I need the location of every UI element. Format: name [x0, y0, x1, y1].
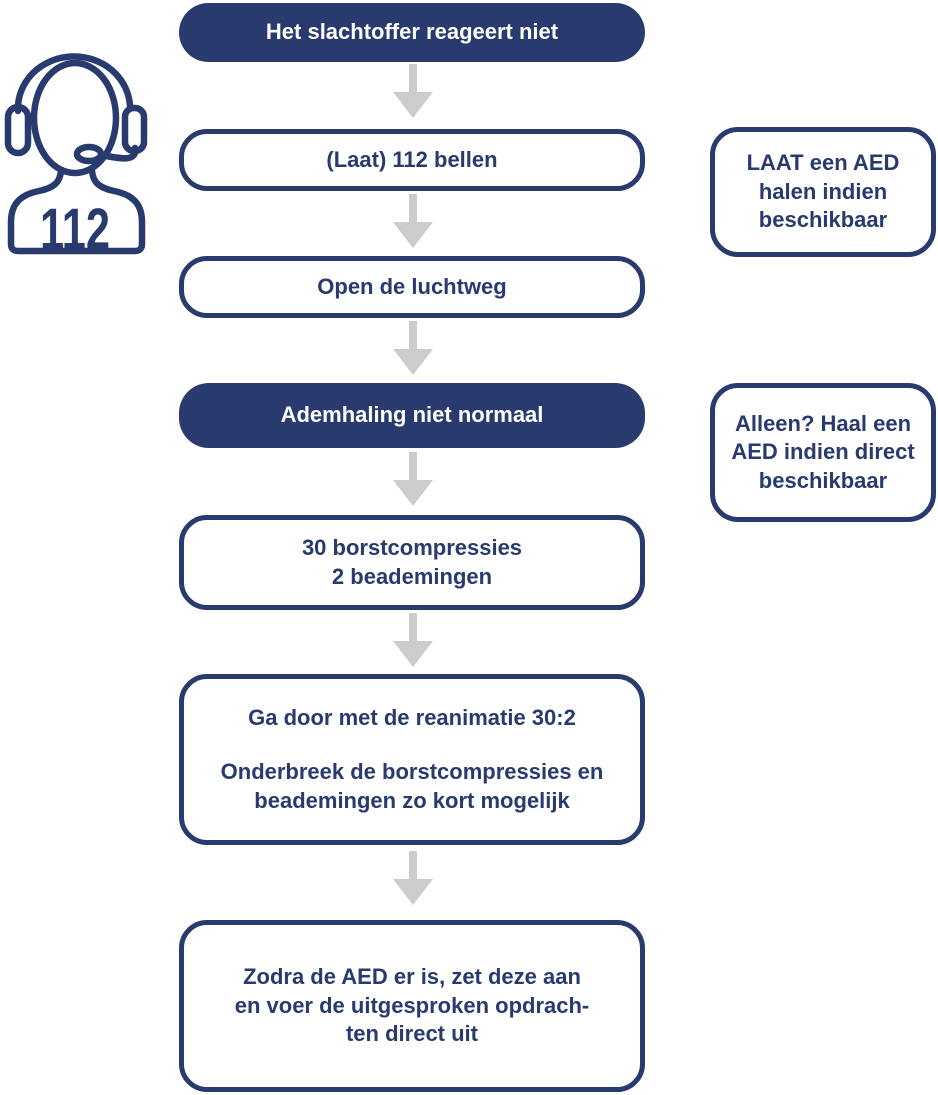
flow-arrow-down-icon	[393, 452, 433, 506]
step-label-line: ten direct uit	[345, 1021, 478, 1047]
note-get-aed	[710, 127, 936, 257]
step-label-line: en voer de uitgesproken opdrach-	[234, 992, 590, 1018]
headset-person-icon	[4, 45, 149, 260]
step-label: (Laat) 112 bellen	[326, 146, 498, 172]
note-line: beschikbaar	[758, 467, 888, 493]
note-line: Alleen? Haal een	[734, 410, 912, 436]
mic	[77, 147, 101, 161]
step-label: Ademhaling niet normaal	[280, 402, 544, 428]
step-paragraph: Ga door met de reanimatie 30:2	[248, 704, 576, 730]
emergency-number-label: 112	[40, 197, 110, 260]
step-continue-cpr	[179, 674, 645, 845]
step-label-line: beademingen zo kort mogelijk	[254, 787, 570, 813]
flow-arrow-down-icon	[393, 194, 433, 248]
flow-arrow-down-icon	[393, 64, 433, 118]
emergency-operator-icon	[4, 45, 149, 260]
step-open-airway	[179, 256, 645, 318]
flow-arrow-down-icon	[393, 321, 433, 375]
note-line: LAAT een AED	[746, 150, 900, 176]
note-alone-get-aed	[710, 383, 936, 522]
note-line: AED indien direct	[731, 439, 915, 465]
step-label-line: 2 beademingen	[331, 563, 493, 589]
step-victim-not-responding	[179, 3, 645, 62]
note-line: beschikbaar	[758, 207, 888, 233]
step-aed-instructions	[179, 920, 645, 1092]
step-compressions-breaths	[179, 515, 645, 610]
step-label-line: Onderbreek de borstcompressies en	[220, 759, 604, 785]
step-label: Het slachtoffer reageert niet	[265, 19, 559, 45]
step-label-line: Zodra de AED er is, zet deze aan	[243, 964, 581, 990]
step-breathing-not-normal	[179, 383, 645, 448]
step-paragraph	[221, 758, 604, 815]
step-label: Open de luchtweg	[317, 273, 507, 299]
step-label-line: 30 borstcompressies	[301, 534, 523, 560]
note-line: halen indien	[758, 178, 888, 204]
right-ear-cup	[125, 108, 144, 151]
flow-arrow-down-icon	[393, 851, 433, 905]
step-call-112	[179, 129, 645, 191]
flow-arrow-down-icon	[393, 613, 433, 667]
